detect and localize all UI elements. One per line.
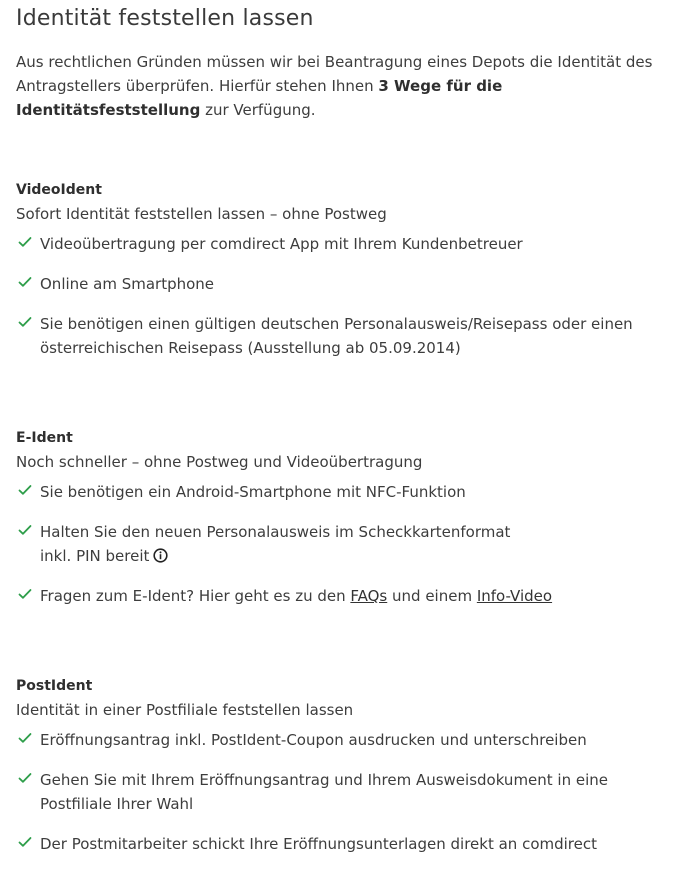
section-title: PostIdent — [16, 678, 93, 694]
check-icon — [18, 732, 32, 744]
list-item-text: Videoübertragung per comdirect App mit Ihrem Kundenbetreuer — [40, 235, 523, 253]
section-subtitle: Identität in einer Postfiliale feststellen lassen — [16, 701, 354, 719]
list-item-text: Der Postmitarbeiter schickt Ihre Eröffnungsunterlagen direkt an comdirect — [40, 835, 597, 853]
feature-list — [16, 728, 676, 856]
section-title: E-Ident — [16, 430, 73, 446]
list-item-text: Sie benötigen ein Android-Smartphone mit NFC-Funktion — [40, 483, 466, 501]
section-title: VideoIdent — [16, 182, 102, 198]
intro-text-part1: Aus rechtlichen Gründen müssen wir bei Beantragung eines Depots die Identität des Antragstellers überprüfen. Hierfür stehen Ihnen — [16, 53, 653, 95]
list-item — [16, 584, 676, 608]
list-item-text: und einem — [387, 587, 477, 605]
check-icon — [18, 236, 32, 248]
faqs-link[interactable]: FAQs — [350, 587, 388, 605]
list-item — [16, 272, 676, 296]
list-item-text: Online am Smartphone — [40, 275, 215, 293]
info-video-link[interactable]: Info-Video — [476, 587, 553, 605]
list-item — [16, 832, 676, 856]
feature-list — [16, 232, 676, 360]
check-icon — [18, 276, 32, 288]
list-item-text: Eröffnungsantrag inkl. PostIdent-Coupon ausdrucken und unterschreiben — [40, 731, 587, 749]
list-item — [16, 312, 668, 360]
list-item — [16, 480, 676, 504]
list-item-text: Fragen zum E-Ident? Hier geht es zu den — [40, 587, 351, 605]
list-item — [16, 728, 676, 752]
section-subtitle: Sofort Identität feststellen lassen – ohne Postweg — [16, 205, 387, 223]
check-icon — [18, 772, 32, 784]
intro-text-part2: zur Verfügung. — [200, 101, 316, 119]
check-icon — [18, 316, 32, 328]
list-item-text: Gehen Sie mit Ihrem Eröffnungsantrag und Ihrem Ausweisdokument in eine Postfiliale Ihrer Wahl — [40, 771, 609, 813]
list-item — [16, 768, 640, 816]
section-eident — [16, 426, 676, 608]
list-item — [16, 520, 676, 568]
check-icon — [18, 524, 32, 536]
feature-list — [16, 480, 676, 608]
check-icon — [18, 588, 32, 600]
check-icon — [18, 484, 32, 496]
info-icon[interactable] — [153, 546, 168, 561]
page-title: Identität feststellen lassen — [16, 6, 314, 31]
intro-text — [16, 50, 676, 122]
section-subtitle: Noch schneller – ohne Postweg und Videoübertragung — [16, 453, 423, 471]
list-item-text: inkl. PIN bereit — [40, 547, 150, 565]
list-item-text: Halten Sie den neuen Personalausweis im Scheckkartenformat — [40, 523, 511, 541]
check-icon — [18, 836, 32, 848]
intro-text-bold: 3 Wege für die Identitätsfeststellung — [16, 77, 503, 119]
section-postident — [16, 674, 676, 856]
section-videoident — [16, 178, 676, 360]
list-item-text: Sie benötigen einen gültigen deutschen Personalausweis/Reisepass oder einen österreichischen Reisepass (Ausstellung ab 05.09.2014) — [40, 315, 633, 357]
list-item — [16, 232, 676, 256]
